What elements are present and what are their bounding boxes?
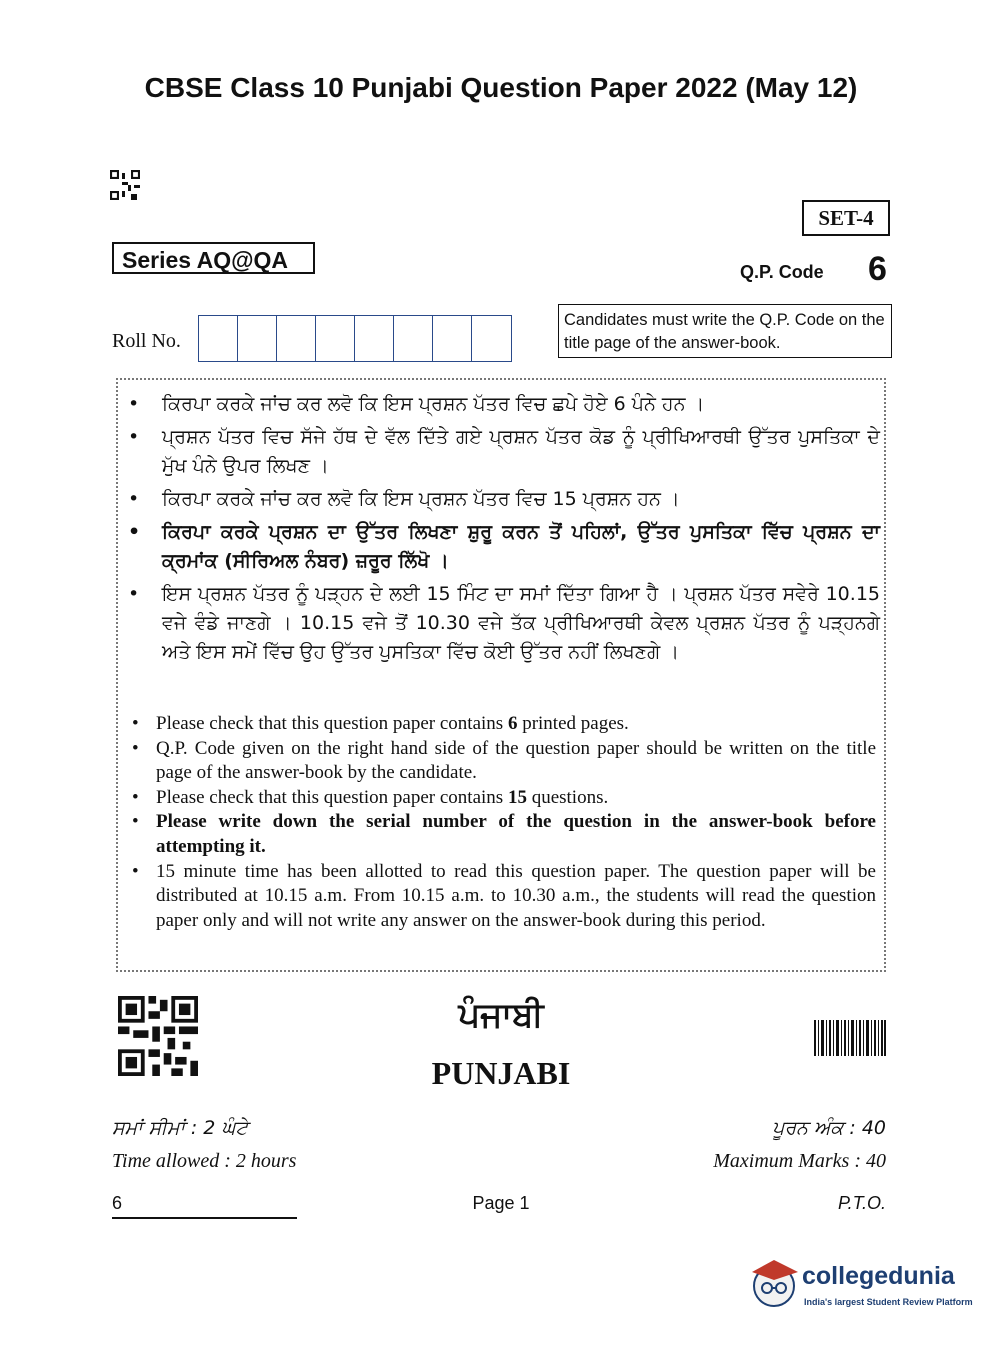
instruction-item-punjabi: • ਕਿਰਪਾ ਕਰਕੇ ਜਾਂਚ ਕਰ ਲਵੋ ਕਿ ਇਸ ਪ੍ਰਸ਼ਨ ਪੱਤਰ ਵਿਚ ਛਪੇ ਹੋਏ 6 ਪੰਨੇ ਹਨ । bbox=[122, 390, 880, 419]
footer-divider bbox=[112, 1217, 297, 1219]
instruction-text: Q.P. Code given on the right hand side of the question paper should be written on the title page of the answer-book by the candidate. bbox=[156, 737, 876, 784]
instruction-emphasis: 15 bbox=[507, 786, 527, 808]
roll-number-box[interactable] bbox=[277, 316, 316, 361]
instruction-text: 15 minute time has been allotted to read this question paper. The question paper will be distributed at 10.15 a.m. From 10.15 a.m. to 10.30 a.m., the students will read the question paper only and will not write any answer on the answer-book during this period. bbox=[156, 860, 876, 931]
instruction-item-punjabi: • ਕਿਰਪਾ ਕਰਕੇ ਪ੍ਰਸ਼ਨ ਦਾ ਉੱਤਰ ਲਿਖਣਾ ਸ਼ੁਰੂ ਕਰਨ ਤੋਂ ਪਹਿਲਾਂ, ਉੱਤਰ ਪੁਸਤਿਕਾ ਵਿੱਚ ਪ੍ਰਸ਼ਨ ਦਾ ਕ੍ਰਮਾਂਕ (ਸੀਰਿਅਲ ਨੰਬਰ) ਜ਼ਰੂਰ ਲਿੱਖੋ । bbox=[122, 518, 880, 576]
instruction-text: Please check that this question paper contains bbox=[156, 786, 508, 808]
subject-title-punjabi: ਪੰਜਾਬੀ bbox=[458, 995, 544, 1035]
punjabi-instructions bbox=[122, 390, 880, 671]
small-qr-code-icon bbox=[110, 170, 140, 200]
qp-code-label: Q.P. Code bbox=[740, 262, 824, 282]
instruction-item-english bbox=[122, 737, 876, 786]
instruction-emphasis: 6 bbox=[507, 713, 518, 734]
time-allowed-punjabi: ਸਮਾਂ ਸੀਮਾਂ : 2 ਘੰਟੇ bbox=[112, 1117, 248, 1139]
instruction-text: questions. bbox=[526, 786, 609, 808]
instruction-item-punjabi: • ਪ੍ਰਸ਼ਨ ਪੱਤਰ ਵਿਚ ਸੱਜੇ ਹੱਥ ਦੇ ਵੱਲ ਦਿੱਤੇ ਗਏ ਪ੍ਰਸ਼ਨ ਪੱਤਰ ਕੋਡ ਨੂੰ ਪ੍ਰੀਖਿਆਰਥੀ ਉੱਤਰ ਪੁਸਤਿਕਾ ਦੇ ਮੁੱਖ ਪੰਨੇ ਉਪਰ ਲਿਖਣ । bbox=[122, 423, 880, 481]
subject-title-english: PUNJABI bbox=[431, 1055, 571, 1091]
candidates-note: Candidates must write the Q.P. Code on the title page of the answer-book. bbox=[558, 304, 892, 358]
series-label: Series AQ@QA bbox=[112, 242, 315, 274]
roll-number-boxes bbox=[198, 315, 512, 362]
max-marks-punjabi: ਪੂਰਨ ਅੰਕ : 40 bbox=[772, 1117, 886, 1139]
instructions-box bbox=[116, 378, 886, 972]
please-turn-over: P.T.O. bbox=[837, 1193, 886, 1213]
set-label: SET-4 bbox=[802, 200, 890, 236]
roll-number-box[interactable] bbox=[316, 316, 355, 361]
qp-code-value: 6 bbox=[868, 250, 887, 288]
roll-number-box[interactable] bbox=[394, 316, 433, 361]
instruction-item-english bbox=[122, 810, 876, 859]
instruction-item-english bbox=[122, 712, 876, 737]
roll-number-box[interactable] bbox=[472, 316, 511, 361]
instruction-item-english bbox=[122, 786, 876, 811]
time-allowed-english: Time allowed : 2 hours bbox=[112, 1150, 297, 1172]
instruction-emphasis: Please write down the serial number of the question in the answer-book before attempting it. bbox=[156, 811, 876, 857]
instruction-item-punjabi: • ਕਿਰਪਾ ਕਰਕੇ ਜਾਂਚ ਕਰ ਲਵੋ ਕਿ ਇਸ ਪ੍ਰਸ਼ਨ ਪੱਤਰ ਵਿਚ 15 ਪ੍ਰਸ਼ਨ ਹਨ । bbox=[122, 485, 880, 514]
max-marks-english: Maximum Marks : 40 bbox=[713, 1150, 886, 1172]
instruction-item-punjabi: • ਇਸ ਪ੍ਰਸ਼ਨ ਪੱਤਰ ਨੂੰ ਪੜ੍ਹਨ ਦੇ ਲਈ 15 ਮਿੰਟ ਦਾ ਸਮਾਂ ਦਿੱਤਾ ਗਿਆ ਹੈ । ਪ੍ਰਸ਼ਨ ਪੱਤਰ ਸਵੇਰੇ 10.15 ਵਜੇ ਵੰਡੇ ਜਾਣਗੇ । 10.15 ਵਜੇ ਤੋਂ 10.30 ਵਜੇ ਤੱਕ ਪ੍ਰੀਖਿਆਰਥੀ ਕੇਵਲ ਪ੍ਰਸ਼ਨ ਪੱਤਰ ਨੂੰ ਪੜ੍ਹਨਗੇ ਅਤੇ ਇਸ ਸਮੇਂ ਵਿੱਚ ਉਹ ਉੱਤਰ ਪੁਸਤਿਕਾ ਵਿੱਚ ਕੋਈ ਉੱਤਰ ਨਹੀਂ ਲਿਖਣਗੇ । bbox=[122, 580, 880, 667]
roll-number-box[interactable] bbox=[199, 316, 238, 361]
english-instructions bbox=[122, 712, 876, 933]
page-number: Page 1 bbox=[472, 1193, 530, 1213]
brand-tagline: India's largest Student Review Platform bbox=[804, 1297, 973, 1307]
roll-number-box[interactable] bbox=[238, 316, 277, 361]
instruction-text: Please check that this question paper contains bbox=[156, 713, 508, 734]
roll-number-label: Roll No. bbox=[112, 330, 181, 352]
instruction-item-english bbox=[122, 860, 876, 934]
brand-name: collegedunia bbox=[802, 1262, 955, 1290]
document-title: CBSE Class 10 Punjabi Question Paper 2022 (May 12) bbox=[144, 72, 858, 103]
roll-number-box[interactable] bbox=[355, 316, 394, 361]
footer-qp-code: 6 bbox=[112, 1193, 123, 1213]
instruction-text: printed pages. bbox=[517, 713, 629, 734]
roll-number-box[interactable] bbox=[433, 316, 472, 361]
